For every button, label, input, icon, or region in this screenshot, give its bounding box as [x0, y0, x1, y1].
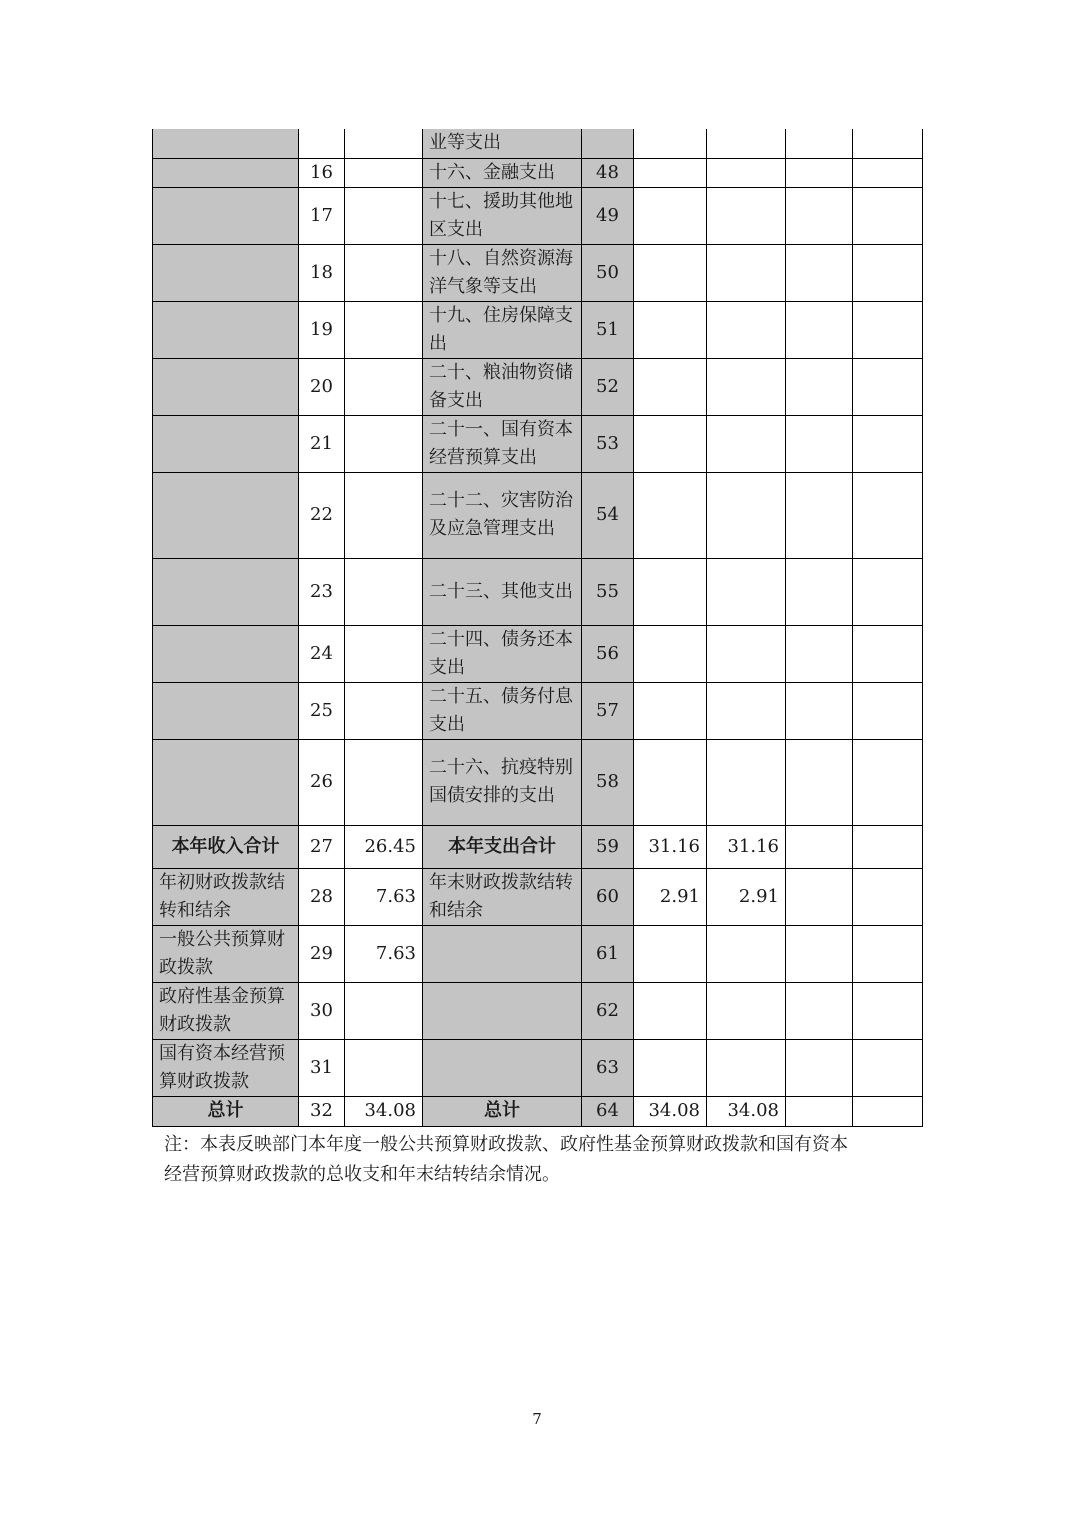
expense-item-label: 十九、住房保障支出	[423, 301, 582, 358]
expense-line-number: 57	[582, 682, 634, 739]
summary-row	[153, 1096, 923, 1126]
expense-fund-budget-amount	[786, 739, 853, 825]
income-amount	[345, 129, 423, 158]
income-item-cell	[153, 244, 299, 301]
table-row	[153, 625, 923, 682]
expense-fund-budget-amount	[786, 682, 853, 739]
expense-item-label: 业等支出	[423, 129, 582, 158]
income-line-number: 18	[299, 244, 345, 301]
expense-line-number: 49	[582, 187, 634, 244]
expense-line-number: 63	[582, 1039, 634, 1096]
expense-item-label: 十六、金融支出	[423, 158, 582, 187]
expense-line-number: 61	[582, 925, 634, 982]
summary-row	[153, 925, 923, 982]
income-amount	[345, 301, 423, 358]
expense-line-number: 64	[582, 1096, 634, 1126]
expense-capital-budget-amount	[853, 415, 923, 472]
income-item-cell	[153, 158, 299, 187]
expense-general-budget-amount	[707, 558, 786, 625]
income-item-cell	[153, 558, 299, 625]
income-amount: 26.45	[345, 825, 423, 868]
income-amount: 7.63	[345, 925, 423, 982]
expense-line-number: 56	[582, 625, 634, 682]
income-line-number: 25	[299, 682, 345, 739]
expense-total-amount	[634, 187, 707, 244]
expense-capital-budget-amount	[853, 1039, 923, 1096]
expense-line-number: 59	[582, 825, 634, 868]
table-row	[153, 358, 923, 415]
expense-capital-budget-amount	[853, 925, 923, 982]
income-item-cell	[153, 187, 299, 244]
expense-capital-budget-amount	[853, 187, 923, 244]
income-line-number: 31	[299, 1039, 345, 1096]
income-line-number: 19	[299, 301, 345, 358]
expense-item-label: 二十四、债务还本支出	[423, 625, 582, 682]
expense-fund-budget-amount	[786, 982, 853, 1039]
summary-row	[153, 982, 923, 1039]
income-item-cell	[153, 472, 299, 558]
expense-total-amount	[634, 415, 707, 472]
expense-item-label: 十七、援助其他地区支出	[423, 187, 582, 244]
expense-general-budget-amount	[707, 158, 786, 187]
income-amount	[345, 472, 423, 558]
expense-total-amount: 34.08	[634, 1096, 707, 1126]
expense-general-budget-amount	[707, 244, 786, 301]
income-amount	[345, 558, 423, 625]
income-amount	[345, 415, 423, 472]
expense-total-amount: 31.16	[634, 825, 707, 868]
expense-line-number	[582, 129, 634, 158]
expense-summary-label	[423, 1039, 582, 1096]
income-summary-label: 国有资本经营预算财政拨款	[153, 1039, 299, 1096]
expense-summary-label	[423, 982, 582, 1039]
expense-total-amount	[634, 982, 707, 1039]
table-row	[153, 739, 923, 825]
expense-total-amount	[634, 301, 707, 358]
income-amount	[345, 625, 423, 682]
expense-total-amount	[634, 358, 707, 415]
expense-general-budget-amount	[707, 472, 786, 558]
income-line-number	[299, 129, 345, 158]
expense-fund-budget-amount	[786, 358, 853, 415]
expense-fund-budget-amount	[786, 301, 853, 358]
expense-summary-label	[423, 925, 582, 982]
expense-general-budget-amount: 34.08	[707, 1096, 786, 1126]
summary-row	[153, 1039, 923, 1096]
expense-general-budget-amount	[707, 625, 786, 682]
table-row	[153, 558, 923, 625]
expense-capital-budget-amount	[853, 825, 923, 868]
expense-summary-label: 本年支出合计	[423, 825, 582, 868]
income-line-number: 22	[299, 472, 345, 558]
income-summary-label: 一般公共预算财政拨款	[153, 925, 299, 982]
expense-fund-budget-amount	[786, 187, 853, 244]
income-amount	[345, 739, 423, 825]
expense-capital-budget-amount	[853, 158, 923, 187]
expense-capital-budget-amount	[853, 982, 923, 1039]
table-body	[153, 129, 923, 1126]
income-line-number: 32	[299, 1096, 345, 1126]
income-item-cell	[153, 415, 299, 472]
expense-capital-budget-amount	[853, 868, 923, 925]
expense-line-number: 53	[582, 415, 634, 472]
expense-fund-budget-amount	[786, 415, 853, 472]
income-line-number: 30	[299, 982, 345, 1039]
income-amount: 34.08	[345, 1096, 423, 1126]
summary-row	[153, 825, 923, 868]
income-line-number: 17	[299, 187, 345, 244]
income-item-cell	[153, 301, 299, 358]
income-line-number: 24	[299, 625, 345, 682]
income-item-cell	[153, 625, 299, 682]
summary-row	[153, 868, 923, 925]
table-row	[153, 158, 923, 187]
expense-capital-budget-amount	[853, 1096, 923, 1126]
expense-general-budget-amount	[707, 982, 786, 1039]
expense-general-budget-amount	[707, 358, 786, 415]
expense-fund-budget-amount	[786, 868, 853, 925]
income-item-cell	[153, 739, 299, 825]
expense-line-number: 55	[582, 558, 634, 625]
fiscal-appropriation-table	[152, 129, 923, 1127]
expense-summary-label: 总计	[423, 1096, 582, 1126]
income-item-cell	[153, 358, 299, 415]
expense-general-budget-amount	[707, 415, 786, 472]
expense-general-budget-amount	[707, 187, 786, 244]
expense-general-budget-amount	[707, 1039, 786, 1096]
expense-capital-budget-amount	[853, 358, 923, 415]
expense-fund-budget-amount	[786, 1039, 853, 1096]
income-item-cell	[153, 129, 299, 158]
income-amount	[345, 187, 423, 244]
expense-line-number: 58	[582, 739, 634, 825]
income-amount	[345, 158, 423, 187]
expense-total-amount	[634, 129, 707, 158]
page-number: 7	[532, 1410, 542, 1428]
expense-total-amount	[634, 625, 707, 682]
expense-line-number: 50	[582, 244, 634, 301]
expense-general-budget-amount: 2.91	[707, 868, 786, 925]
income-amount	[345, 682, 423, 739]
income-summary-label: 本年收入合计	[153, 825, 299, 868]
expense-fund-budget-amount	[786, 158, 853, 187]
table-row	[153, 682, 923, 739]
table-row	[153, 129, 923, 158]
income-summary-label: 总计	[153, 1096, 299, 1126]
table-row	[153, 244, 923, 301]
expense-total-amount	[634, 472, 707, 558]
expense-total-amount	[634, 925, 707, 982]
expense-capital-budget-amount	[853, 244, 923, 301]
expense-item-label: 二十五、债务付息支出	[423, 682, 582, 739]
income-summary-label: 政府性基金预算财政拨款	[153, 982, 299, 1039]
expense-line-number: 48	[582, 158, 634, 187]
income-amount: 7.63	[345, 868, 423, 925]
expense-capital-budget-amount	[853, 625, 923, 682]
expense-fund-budget-amount	[786, 129, 853, 158]
expense-item-label: 十八、自然资源海洋气象等支出	[423, 244, 582, 301]
table-row	[153, 187, 923, 244]
income-amount	[345, 358, 423, 415]
expense-fund-budget-amount	[786, 472, 853, 558]
expense-total-amount	[634, 1039, 707, 1096]
expense-item-label: 二十六、抗疫特别国债安排的支出	[423, 739, 582, 825]
income-summary-label: 年初财政拨款结转和结余	[153, 868, 299, 925]
expense-total-amount	[634, 682, 707, 739]
table-row	[153, 301, 923, 358]
expense-total-amount	[634, 558, 707, 625]
income-line-number: 21	[299, 415, 345, 472]
expense-capital-budget-amount	[853, 472, 923, 558]
expense-line-number: 54	[582, 472, 634, 558]
expense-fund-budget-amount	[786, 625, 853, 682]
expense-line-number: 60	[582, 868, 634, 925]
expense-summary-label: 年末财政拨款结转和结余	[423, 868, 582, 925]
income-line-number: 23	[299, 558, 345, 625]
expense-total-amount: 2.91	[634, 868, 707, 925]
table-footnote: 注：本表反映部门本年度一般公共预算财政拨款、政府性基金预算财政拨款和国有资本经营预算财政拨款的总收支和年末结转结余情况。	[164, 1134, 848, 1185]
income-line-number: 28	[299, 868, 345, 925]
expense-total-amount	[634, 739, 707, 825]
expense-total-amount	[634, 158, 707, 187]
income-line-number: 29	[299, 925, 345, 982]
expense-line-number: 51	[582, 301, 634, 358]
expense-item-label: 二十二、灾害防治及应急管理支出	[423, 472, 582, 558]
expense-general-budget-amount	[707, 925, 786, 982]
income-amount	[345, 982, 423, 1039]
expense-total-amount	[634, 244, 707, 301]
expense-general-budget-amount	[707, 301, 786, 358]
expense-line-number: 52	[582, 358, 634, 415]
expense-capital-budget-amount	[853, 558, 923, 625]
table-row	[153, 415, 923, 472]
expense-fund-budget-amount	[786, 825, 853, 868]
expense-capital-budget-amount	[853, 682, 923, 739]
expense-item-label: 二十、粮油物资储备支出	[423, 358, 582, 415]
income-amount	[345, 244, 423, 301]
income-line-number: 26	[299, 739, 345, 825]
expense-general-budget-amount: 31.16	[707, 825, 786, 868]
expense-capital-budget-amount	[853, 739, 923, 825]
expense-fund-budget-amount	[786, 925, 853, 982]
expense-fund-budget-amount	[786, 244, 853, 301]
expense-capital-budget-amount	[853, 301, 923, 358]
income-line-number: 20	[299, 358, 345, 415]
expense-item-label: 二十三、其他支出	[423, 558, 582, 625]
income-amount	[345, 1039, 423, 1096]
expense-capital-budget-amount	[853, 129, 923, 158]
expense-item-label: 二十一、国有资本经营预算支出	[423, 415, 582, 472]
income-line-number: 27	[299, 825, 345, 868]
expense-fund-budget-amount	[786, 1096, 853, 1126]
table-row	[153, 472, 923, 558]
income-item-cell	[153, 682, 299, 739]
expense-line-number: 62	[582, 982, 634, 1039]
income-line-number: 16	[299, 158, 345, 187]
expense-general-budget-amount	[707, 682, 786, 739]
expense-general-budget-amount	[707, 739, 786, 825]
expense-fund-budget-amount	[786, 558, 853, 625]
expense-general-budget-amount	[707, 129, 786, 158]
